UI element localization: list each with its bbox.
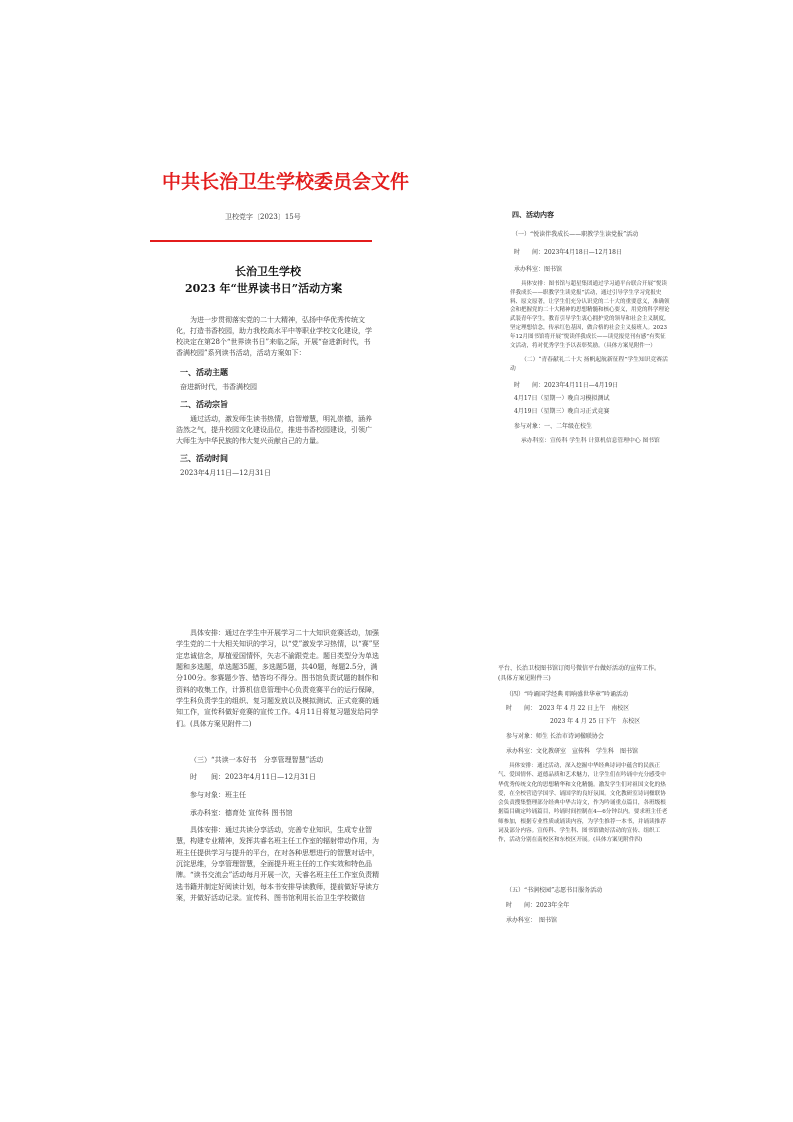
activity-1-title: （一）“悦读伴我成长——职教学生读党报”活动 bbox=[512, 231, 639, 238]
activity-2-date-1: 4月17日（星期一）晚自习模拟测试 bbox=[514, 395, 610, 402]
activity-3-time: 时 间：2023年4月11日—12月31日 bbox=[190, 773, 316, 781]
activity-5-organizer: 承办科室： 图书馆 bbox=[506, 917, 558, 924]
activity-2-detail: 具体安排：通过在学生中开展学习二十大知识竞赛活动，加强学生党的二十大相关知识的学习，以“党”激发学习热情，以“赛”坚定忠诚信念，厚植爱国情怀，矢志不渝跟党走。题目类型分为单选题和多选题，单选题35题，多选题5题，共40题，每题2.5分，满分100分。参赛题少答、错答均不得分。图书馆负责试题的制作和资料的收集工作，计算机信息管理中心负责竞赛平台的运行保障，学生科负责学生的组织、复习题发放以及模拟测试、正式竞赛的通知工作，宣传科做好竞赛的宣传工作。4月11日将复习题发给同学们。(具体方案见附件二) bbox=[176, 629, 380, 728]
activity-4-time-1: 时 间： 2023 年 4 月 22 日上午 南校区 bbox=[506, 705, 630, 712]
document-page-1 bbox=[140, 120, 410, 477]
section-1-text: 奋进新时代，书香满校园 bbox=[180, 383, 257, 391]
activity-3-title: （三）“共读一本好书 分享管理智慧”活动 bbox=[190, 756, 324, 764]
activity-1-organizer: 承办科室：图书馆 bbox=[514, 266, 563, 273]
section-2-text: 通过活动，激发师生读书热情，启智增慧，明礼崇德，涵养浩然之气，提升校园文化建设品位，推进书香校园建设，引领广大师生为中华民族的伟大复兴贡献自己的力量。 bbox=[176, 415, 372, 445]
red-divider bbox=[150, 240, 372, 242]
section-1-heading: 一、活动主题 bbox=[180, 367, 228, 377]
activity-5-time: 时 间：2023年全年 bbox=[506, 902, 570, 909]
activity-5-title: （五）“书润校园”志愿书目服务活动 bbox=[506, 887, 603, 894]
activity-3-organizer: 承办科室：德育处 宣传科 图书馆 bbox=[190, 809, 293, 817]
activity-4-detail: 具体安排：通过活动，深入挖掘中华经典诗词中蕴含的民族正气、爱国情怀、道德品质和艺术魅力，让学生们在吟诵中充分感受中华优秀传统文化的思想精华和文化精髓。激发学生们对祖国文化的热爱，在全校营造学国学、诵国学的良好氛围。文化教研室诗词楹联协会负责搜集整理部分经典中华古诗文，作为吟诵重点篇目，各班级根据篇目确定吟诵篇目，吟诵时间控制在4—6分钟以内。要求班主任老师参加，根据专业性质或诵读内容，为学生推荐一本书，并诵读推荐词及部分内容。宣传科、学生科、图书馆做好活动的宣传、组织工作，活动分别在南校区和东校区开展。(具体方案见附件四) bbox=[498, 763, 668, 844]
activity-4-participants: 参与对象：师生 长治市诗词楹联协会 bbox=[506, 733, 604, 740]
section-3-text: 2023年4月11日—12月31日 bbox=[180, 469, 271, 477]
activity-1-time: 时 间：2023年4月18日—12月18日 bbox=[514, 249, 622, 256]
activity-2-date-2: 4月19日（星期三）晚自习正式竞赛 bbox=[514, 408, 610, 415]
doc-title-line2: 2023 年“世界读书日”活动方案 bbox=[185, 282, 343, 295]
section-2-heading: 二、活动宗旨 bbox=[180, 399, 228, 409]
activity-3-continued: 平台、长治卫校图书馆订阅号微信平台做好活动的宣传工作。(具体方案见附件三) bbox=[498, 665, 661, 682]
activity-4-organizer: 承办科室：文化教研室 宣传科 学生科 图书馆 bbox=[506, 748, 639, 755]
activity-2-title: （二）“青春献礼二十大 扬帆起航新征程”学生知识竞赛活动 bbox=[510, 357, 668, 372]
document-page-4 bbox=[490, 660, 680, 950]
document-number: 卫校党字〔2023〕15号 bbox=[225, 213, 301, 221]
doc-title-line1: 长治卫生学校 bbox=[235, 265, 301, 278]
document-page-2 bbox=[500, 210, 680, 444]
document-page-3 bbox=[140, 620, 390, 920]
activity-2-organizer: 承办科室：宣传科 学生科 计算机信息管理中心 图书馆 bbox=[521, 438, 660, 444]
section-4-heading: 四、活动内容 bbox=[512, 210, 554, 219]
activity-4-time-2: 2023 年 4 月 25 日下午 东校区 bbox=[550, 718, 641, 725]
activity-2-time: 时 间：2023年4月11日—4月19日 bbox=[514, 382, 619, 389]
intro-paragraph: 为进一步贯彻落实党的二十大精神，弘扬中华优秀传统文化，打造书香校园，助力我校高水平中等职业学校文化建设，学校决定在第28个“世界读书日”来临之际，开展“奋进新时代，书香满校园”系列读书活动，活动方案如下： bbox=[176, 316, 372, 357]
activity-3-participants: 参与对象：班主任 bbox=[190, 791, 246, 799]
red-header: 中共长治卫生学校委员会文件 bbox=[162, 171, 410, 193]
activity-3-detail: 具体安排：通过共读分享活动，完善专业知识，生成专业智慧，构建专业精神，发挥共睿名班主任工作室的辐射带动作用，为班主任提供学习与提升的平台，在对各种思想进行的智慧对话中，沉淀思维，分享管理智慧，全面提升班主任的工作实效和特色品牌。“读书交流会”活动每月开展一次，天睿名班主任工作室负责精选书籍并制定好阅读计划，每本书安排导读教师，提前做好导读方案，并做好活动记录。宣传科、图书馆利用长治卫生学校微信 bbox=[176, 826, 380, 902]
section-3-heading: 三、活动时间 bbox=[180, 453, 228, 463]
activity-4-title: （四）“吟诵国学经典 唱响盛世华章”吟诵活动 bbox=[506, 691, 629, 698]
activity-2-participants: 参与对象：一、二年级在校生 bbox=[514, 423, 593, 430]
activity-1-detail: 具体安排：图书馆与超星集团通过学习通平台联合开展“悦读伴我成长——职教学生读党报”活动，通过引导学生学习党报史料、原文原著，让学生们充分认识党的二十大的重要意义，准确领会和把握党的二十大精神的思想精髓和核心要义，用党的科学理论武装青年学生，教育引导学生衷心拥护党的领导和社会主义制度，坚定理想信念，传承红色基因，做合格的社会主义接班人。2023年12月图书馆将开展“悦读伴我成长——读党报党刊有感”有奖征文活动，将对优秀学生予以表彰奖励。（具体方案见附件一） bbox=[510, 281, 670, 349]
